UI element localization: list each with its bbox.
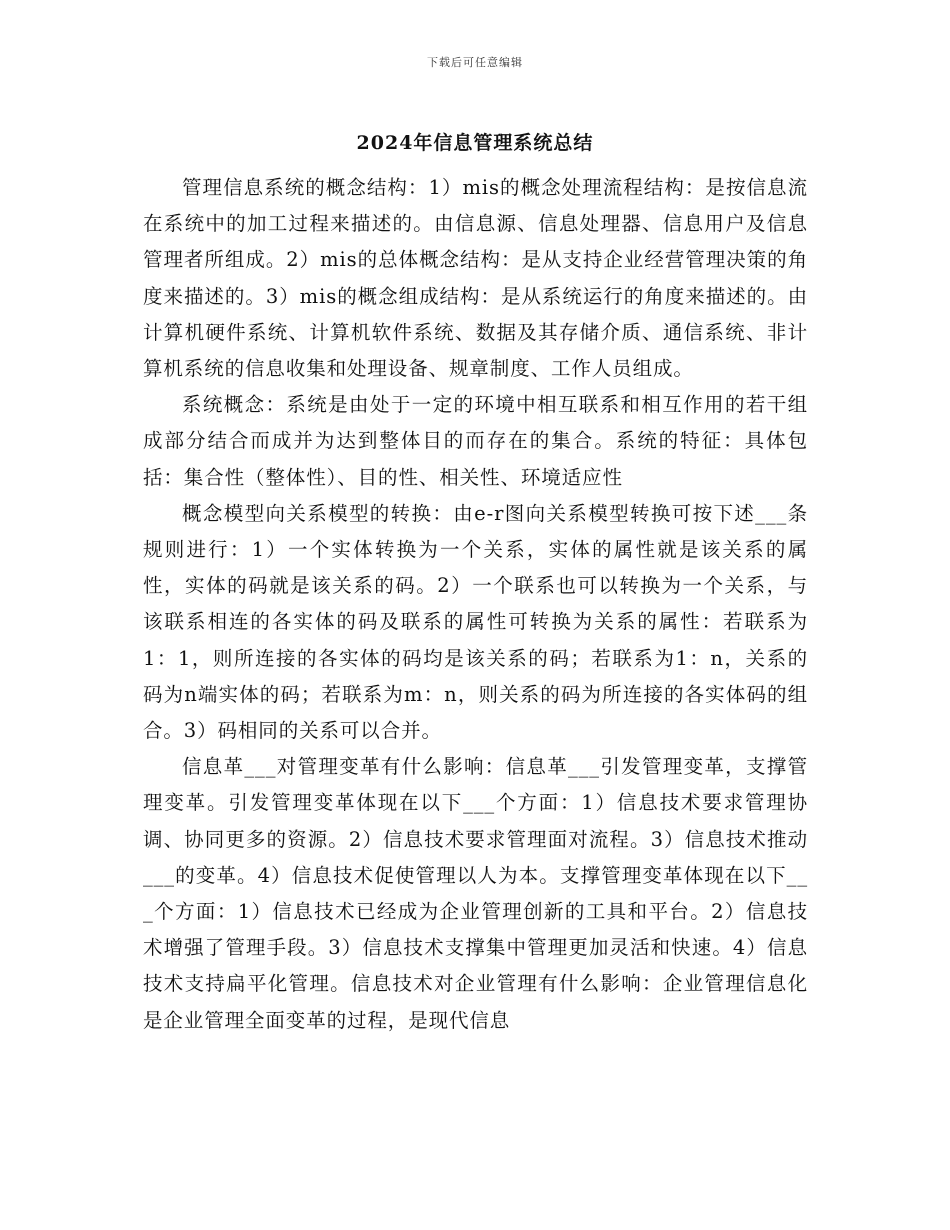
document-title: 2024年信息管理系统总结 xyxy=(356,132,594,154)
header-note: 下载后可任意编辑 xyxy=(427,56,523,69)
paragraph-it-management-change: 信息革___对管理变革有什么影响：信息革___引发管理变革，支撑管理变革。引发管理变革体现在以下___个方面：1）信息技术要求管理协调、协同更多的资源。2）信息技术要求管理面对流程。3）信息技术推动___的变革。4）信息技术促使管理以人为本。支撑管理变革体现在以下___个方面：1）信息技术已经成为企业管理创新的工具和平台。2）信息技术增强了管理手段。3）信息技术支撑集中管理更加灵活和快速。4）信息技术支持扁平化管理。信息技术对企业管理有什么影响：企业管理信息化是企业管理全面变革的过程，是现代信息 xyxy=(143,755,808,1032)
paragraph-er-to-relational: 概念模型向关系模型的转换：由e-r图向关系模型转换可按下述___条规则进行：1）一个实体转换为一个关系，实体的属性就是该关系的属性，实体的码就是该关系的码。2）一个联系也可以转换为一个关系，与该联系相连的各实体的码及联系的属性可转换为关系的属性：若联系为1：1，则所连接的各实体的码均是该关系的码；若联系为1：n，关系的码为n端实体的码；若联系为m：n，则关系的码为所连接的各实体码的组合。3）码相同的关系可以合并。 xyxy=(143,501,808,743)
paragraph-mis-concept-structure: 管理信息系统的概念结构：1）mis的概念处理流程结构：是按信息流在系统中的加工过程来描述的。由信息源、信息处理器、信息用户及信息管理者所组成。2）mis的总体概念结构：是从支持企业经营管理决策的角度来描述的。3）mis的概念组成结构：是从系统运行的角度来描述的。由计算机硬件系统、计算机软件系统、数据及其存储介质、通信系统、非计算机系统的信息收集和处理设备、规章制度、工作人员组成。 xyxy=(143,176,808,381)
paragraph-system-concept: 系统概念：系统是由处于一定的环境中相互联系和相互作用的若干组成部分结合而成并为达到整体目的而存在的集合。系统的特征：具体包括：集合性（整体性）、目的性、相关性、环境适应性 xyxy=(143,393,808,489)
document-body xyxy=(143,170,808,1039)
